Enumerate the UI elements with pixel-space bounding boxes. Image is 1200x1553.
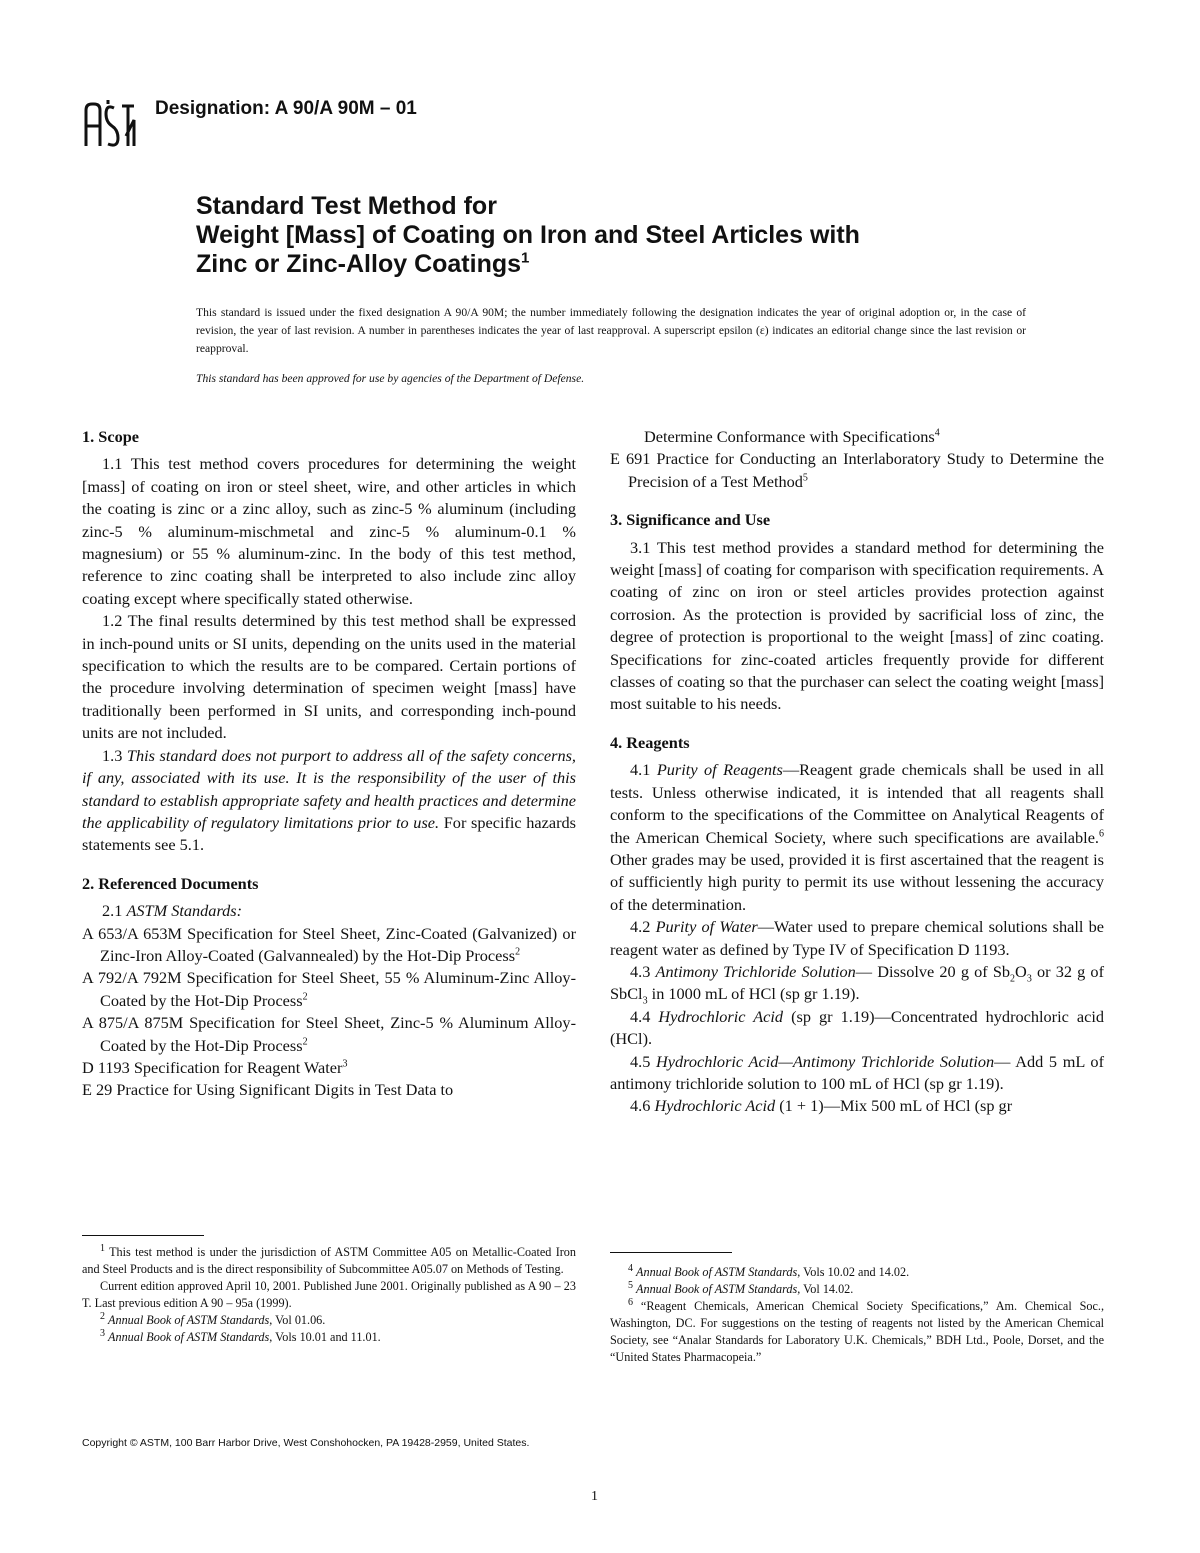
paragraph-4-5-num: 4.5 <box>630 1051 651 1071</box>
paragraph-1-3 <box>82 745 576 857</box>
paragraph-2-1-label: ASTM Standards: <box>126 901 243 921</box>
ref-e29-continued-text: Determine Conformance with Specifications <box>644 427 935 446</box>
ref-a792-text: A 792/A 792M Specification for Steel Sheet, 55 % Aluminum-Zinc Alloy-Coated by the Hot-Dip Process <box>82 968 576 1010</box>
ref-a653 <box>82 923 576 968</box>
page-number: 1 <box>591 1489 598 1504</box>
astm-logo <box>82 100 138 150</box>
paragraph-4-5-italic: Hydrochloric Acid—Antimony Trichloride Solution <box>656 1051 995 1071</box>
dod-note: This standard has been approved for use by agencies of the Department of Defense. <box>196 372 585 385</box>
title-line-3 <box>196 250 1016 279</box>
issue-note: This standard is issued under the fixed designation A 90/A 90M; the number immediately following the designation indicates the year of original adoption or, in the case of revision, the year of last revision. A number in parentheses indicates the year of last reapproval. A superscript epsilon (ε) indicates an editorial change since the last revision or reapproval. <box>196 306 1026 355</box>
footnote-rule-left <box>82 1235 204 1236</box>
footnote-2-rest: , Vol 01.06. <box>269 1313 326 1327</box>
paragraph-4-1-a: —Reagent grade chemicals shall be used in all tests. Unless otherwise indicated, it is intended that all reagents shall conform to the specifications of the Committee on Analytical Reagents of the American Chemical Society, where such specifications are available. <box>610 760 1104 847</box>
paragraph-4-3-a: — Dissolve 20 g of Sb <box>855 961 1011 981</box>
paragraph-2-1 <box>82 900 576 922</box>
section-1-heading: 1. Scope <box>82 427 139 446</box>
paragraph-4-6-num: 4.6 <box>630 1096 651 1116</box>
paragraph-4-3-c: or 32 g of SbCl <box>610 961 1104 1004</box>
ref-a653-sup: 2 <box>515 946 521 958</box>
paragraph-1-3-rest: For specific hazards statements see 5.1. <box>82 812 577 855</box>
paragraph-2-1-num: 2.1 <box>102 901 123 921</box>
footnote-4-mark: 4 <box>628 1262 633 1274</box>
footnote-1b: Current edition approved April 10, 2001. Published June 2001. Originally published as A 90 – 23 T. Last previous edition A 90 – 95a (1999). <box>82 1279 576 1310</box>
paragraph-1-2: 1.2 The final results determined by this test method shall be expressed in inch-pound units or SI units, depending on the units used in the material specification to which the results are to be compared. Certain portions of the procedure involving determination of specimen weight [mass] have traditionally been performed in SI units, and corresponding inch-pound units are not included. <box>82 611 576 743</box>
footnote-4 <box>610 1264 1104 1281</box>
paragraph-4-4-rest: (sp gr 1.19)—Concentrated hydrochloric acid (HCl). <box>610 1006 1104 1049</box>
title-line-2: Weight [Mass] of Coating on Iron and Steel Articles with <box>196 221 860 249</box>
paragraph-4-3 <box>610 961 1104 1006</box>
paragraph-4-6 <box>610 1095 1104 1117</box>
footnote-1 <box>82 1244 576 1278</box>
paragraph-4-4 <box>610 1006 1104 1051</box>
designation: Designation: A 90/A 90M – 01 <box>155 98 417 119</box>
footnote-3 <box>82 1329 576 1346</box>
paragraph-1-3-italic: This standard does not purport to address all of the safety concerns, if any, associated with its use. It is the responsibility of the user of this standard to establish appropriate safety and health practices and determine the applicability of regulatory limitations prior to use. <box>82 745 576 832</box>
section-3-heading: 3. Significance and Use <box>610 510 771 530</box>
ref-a875 <box>82 1012 576 1057</box>
ref-a653-text: A 653/A 653M Specification for Steel Sheet, Zinc-Coated (Galvanized) or Zinc-Iron Alloy-Coated (Galvannealed) by the Hot-Dip Process <box>82 923 576 965</box>
paragraph-4-1-sup: 6 <box>1099 828 1104 840</box>
ref-d1193 <box>82 1057 576 1079</box>
footnote-2-mark: 2 <box>100 1310 105 1322</box>
footnote-rule-right <box>610 1252 732 1253</box>
paragraph-4-3-sub1: 2 <box>1010 973 1016 985</box>
footnote-3-rest: , Vols 10.01 and 11.01. <box>269 1330 381 1344</box>
paragraph-1-3-num: 1.3 <box>102 745 123 765</box>
ref-e29-continued <box>610 426 1104 448</box>
left-column <box>82 426 576 1102</box>
ref-e691-sup: 5 <box>802 472 808 484</box>
ref-a792-sup: 2 <box>302 991 308 1003</box>
paragraph-4-2-rest: —Water used to prepare chemical solutions shall be reagent water as defined by Type IV of Specification D 1193. <box>610 917 1104 959</box>
title-line-3-text: Zinc or Zinc-Alloy Coatings <box>196 250 522 278</box>
paragraph-4-3-italic: Antimony Trichloride Solution <box>655 961 856 981</box>
section-4-heading: 4. Reagents <box>610 732 690 752</box>
ref-d1193-text: D 1193 Specification for Reagent Water <box>82 1057 343 1077</box>
paragraph-1-1: 1.1 This test method covers procedures for determining the weight [mass] of coating on iron or steel sheet, wire, and other articles in which the coating is zinc or a zinc alloy, such as zinc-5 % aluminum (including zinc-5 % aluminum-mischmetal and zinc-5 % aluminum-0.1 % magnesium) or 55 % aluminum-zinc. In the body of this test method, reference to zinc coating shall be interpreted to also include zinc alloy coating except where specifically stated otherwise. <box>82 454 576 608</box>
paragraph-4-2-num: 4.2 <box>630 917 651 937</box>
footnotes-right <box>610 1264 1104 1366</box>
paragraph-4-3-num: 4.3 <box>630 961 651 981</box>
title-footnote-mark: 1 <box>521 249 530 267</box>
ref-a792 <box>82 967 576 1012</box>
title-line-1: Standard Test Method for <box>196 192 497 220</box>
footnote-2 <box>82 1312 576 1329</box>
section-2-heading: 2. Referenced Documents <box>82 873 259 893</box>
paragraph-4-6-rest: (1 + 1)—Mix 500 mL of HCl (sp gr <box>775 1096 1013 1116</box>
ref-e691-text: E 691 Practice for Conducting an Interlaboratory Study to Determine the Precision of a Test Method <box>610 449 1104 491</box>
footnotes-left <box>82 1244 576 1346</box>
footnote-4-rest: , Vols 10.02 and 14.02. <box>797 1265 910 1279</box>
paragraph-4-3-sub3: 3 <box>642 995 648 1007</box>
footnote-1-mark: 1 <box>100 1242 105 1254</box>
ref-d1193-sup: 3 <box>342 1058 348 1070</box>
paragraph-4-3-b: O <box>1015 961 1027 981</box>
paragraph-4-4-num: 4.4 <box>630 1006 651 1026</box>
paragraph-4-5-rest: — Add 5 mL of antimony trichloride solution to 100 mL of HCl (sp gr 1.19). <box>610 1051 1104 1093</box>
footnote-6-text: “Reagent Chemicals, American Chemical Society Specifications,” Am. Chemical Soc., Washington, DC. For suggestions on the testing of reagents not listed by the American Chemical Society, see “Analar Standards for Laboratory U.K. Chemicals,” BDH Ltd., Poole, Dorset, and the “United States Pharmacopeia.” <box>610 1299 1104 1364</box>
footnote-6 <box>610 1298 1104 1366</box>
document-title <box>196 192 1016 279</box>
ref-e691 <box>610 448 1104 493</box>
ref-a875-sup: 2 <box>302 1036 308 1048</box>
footnote-5 <box>610 1281 1104 1298</box>
footnote-5-mark: 5 <box>628 1279 633 1291</box>
footnote-5-italic: Annual Book of ASTM Standards <box>636 1282 798 1296</box>
right-column <box>610 426 1104 1118</box>
paragraph-4-1-b: Other grades may be used, provided it is first ascertained that the reagent is of sufficiently high purity to permit its use without lessening the accuracy of the determination. <box>610 849 1104 914</box>
ref-e29-text: E 29 Practice for Using Significant Digits in Test Data to <box>82 1080 454 1100</box>
paragraph-4-5 <box>610 1051 1104 1096</box>
ref-e29-sup: 4 <box>934 427 940 439</box>
footnote-3-italic: Annual Book of ASTM Standards <box>108 1330 270 1344</box>
copyright-line: Copyright © ASTM, 100 Barr Harbor Drive, West Conshohocken, PA 19428-2959, United States. <box>82 1437 530 1449</box>
paragraph-4-2 <box>610 916 1104 961</box>
ref-a875-text: A 875/A 875M Specification for Steel Sheet, Zinc-5 % Aluminum Alloy-Coated by the Hot-Dip Process <box>82 1013 576 1055</box>
paragraph-4-1-num: 4.1 <box>630 760 651 780</box>
paragraph-4-3-sub2: 3 <box>1026 973 1032 985</box>
paragraph-4-6-italic: Hydrochloric Acid <box>654 1096 776 1116</box>
ref-e29 <box>82 1079 576 1101</box>
paragraph-4-1 <box>610 759 1104 916</box>
paragraph-4-1-italic: Purity of Reagents <box>656 760 783 780</box>
footnote-5-rest: , Vol 14.02. <box>797 1282 854 1296</box>
footnote-1-text: This test method is under the jurisdiction of ASTM Committee A05 on Metallic-Coated Iron and Steel Products and is the direct responsibility of Subcommittee A05.07 on Methods of Testing. <box>82 1245 576 1276</box>
paragraph-4-4-italic: Hydrochloric Acid <box>658 1006 784 1026</box>
footnote-2-italic: Annual Book of ASTM Standards <box>108 1313 270 1327</box>
footnote-4-italic: Annual Book of ASTM Standards <box>636 1265 798 1279</box>
footnote-6-mark: 6 <box>628 1296 633 1308</box>
paragraph-3-1: 3.1 This test method provides a standard method for determining the weight [mass] of coating for comparison with specification requirements. A coating of zinc on iron or steel articles provides protection against corrosion. As the protection is provided by sacrificial loss of zinc, the degree of protection is proportional to the weight [mass] of zinc coating. Specifications for zinc-coated articles frequently provide for different classes of coating so that the purchaser can select the coating weight [mass] most suitable to his needs. <box>610 537 1104 714</box>
paragraph-4-3-d: in 1000 mL of HCl (sp gr 1.19). <box>647 984 860 1004</box>
footnote-3-mark: 3 <box>100 1327 105 1339</box>
paragraph-4-2-italic: Purity of Water <box>655 917 758 937</box>
